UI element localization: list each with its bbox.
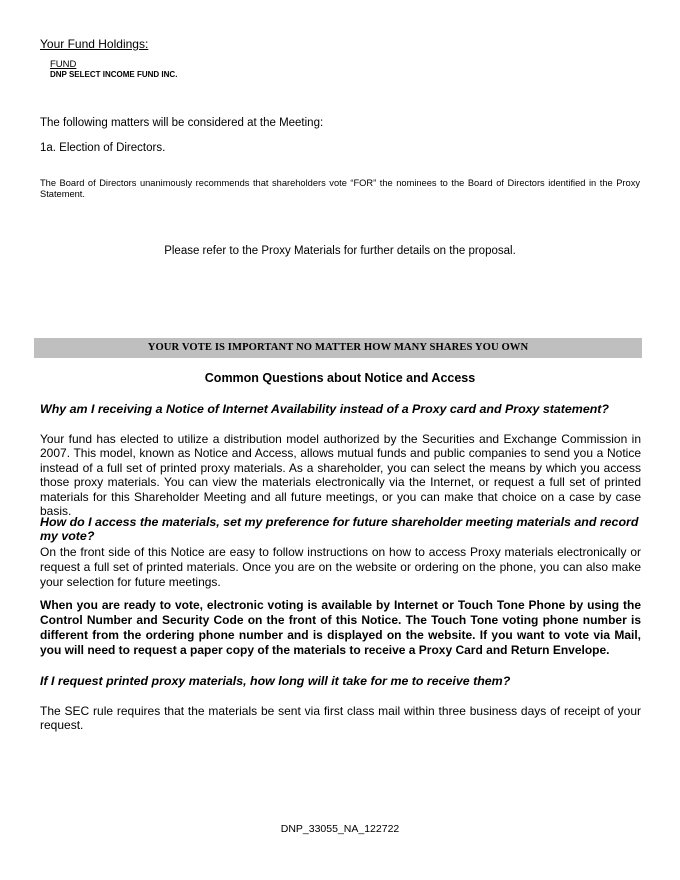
- fund-column-header: FUND: [50, 59, 77, 70]
- fund-name: DNP SELECT INCOME FUND INC.: [50, 70, 178, 79]
- faq-title: Common Questions about Notice and Access: [204, 371, 476, 385]
- vote-important-banner: YOUR VOTE IS IMPORTANT NO MATTER HOW MANY SHARES YOU OWN: [34, 338, 642, 358]
- document-code: DNP_33055_NA_122722: [280, 823, 400, 835]
- faq-answer-1: Your fund has elected to utilize a distribution model authorized by the Securities and Exchange Commission in 2007. This model, known as Notice and Access, allows mutual funds and public companies to send you a Notice instead of a full set of printed proxy materials. As a shareholder, you can select the means by which you access those proxy materials. You can view the materials electronically via the Internet, or request a full set of printed materials for this Shareholder Meeting and all future meetings, or you can make that choice on a case by case basis.: [40, 432, 641, 519]
- proposal-1a: 1a. Election of Directors.: [40, 142, 166, 154]
- faq-answer-2: On the front side of this Notice are easy to follow instructions on how to access Proxy materials electronically or request a full set of printed materials. Once you are on the website or ordering on the phone, you can also make your selection for future meetings.: [40, 545, 641, 589]
- faq-answer-2-voting: When you are ready to vote, electronic voting is available by Internet or Touch Tone Phone by using the Control Number and Security Code on the front of this Notice. The Touch Tone voting phone number is different from the ordering phone number and is displayed on the website. If you want to vote via Mail, you will need to request a paper copy of the materials to receive a Proxy Card and Return Envelope.: [40, 598, 641, 657]
- meeting-intro: The following matters will be considered at the Meeting:: [40, 117, 324, 129]
- faq-answer-3: The SEC rule requires that the materials be sent via first class mail within three business days of receipt of your request.: [40, 704, 641, 733]
- faq-question-1: Why am I receiving a Notice of Internet Availability instead of a Proxy card and Proxy statement?: [40, 402, 609, 416]
- board-recommendation: The Board of Directors unanimously recommends that shareholders vote “FOR” the nominees to the Board of Directors identified in the Proxy Statement.: [40, 178, 640, 199]
- refer-note: Please refer to the Proxy Materials for further details on the proposal.: [164, 245, 516, 257]
- faq-question-2: How do I access the materials, set my preference for future shareholder meeting materials and record my vote?: [40, 515, 639, 543]
- fund-holdings-title: Your Fund Holdings:: [40, 37, 149, 51]
- faq-question-3: If I request printed proxy materials, how long will it take for me to receive them?: [40, 674, 511, 688]
